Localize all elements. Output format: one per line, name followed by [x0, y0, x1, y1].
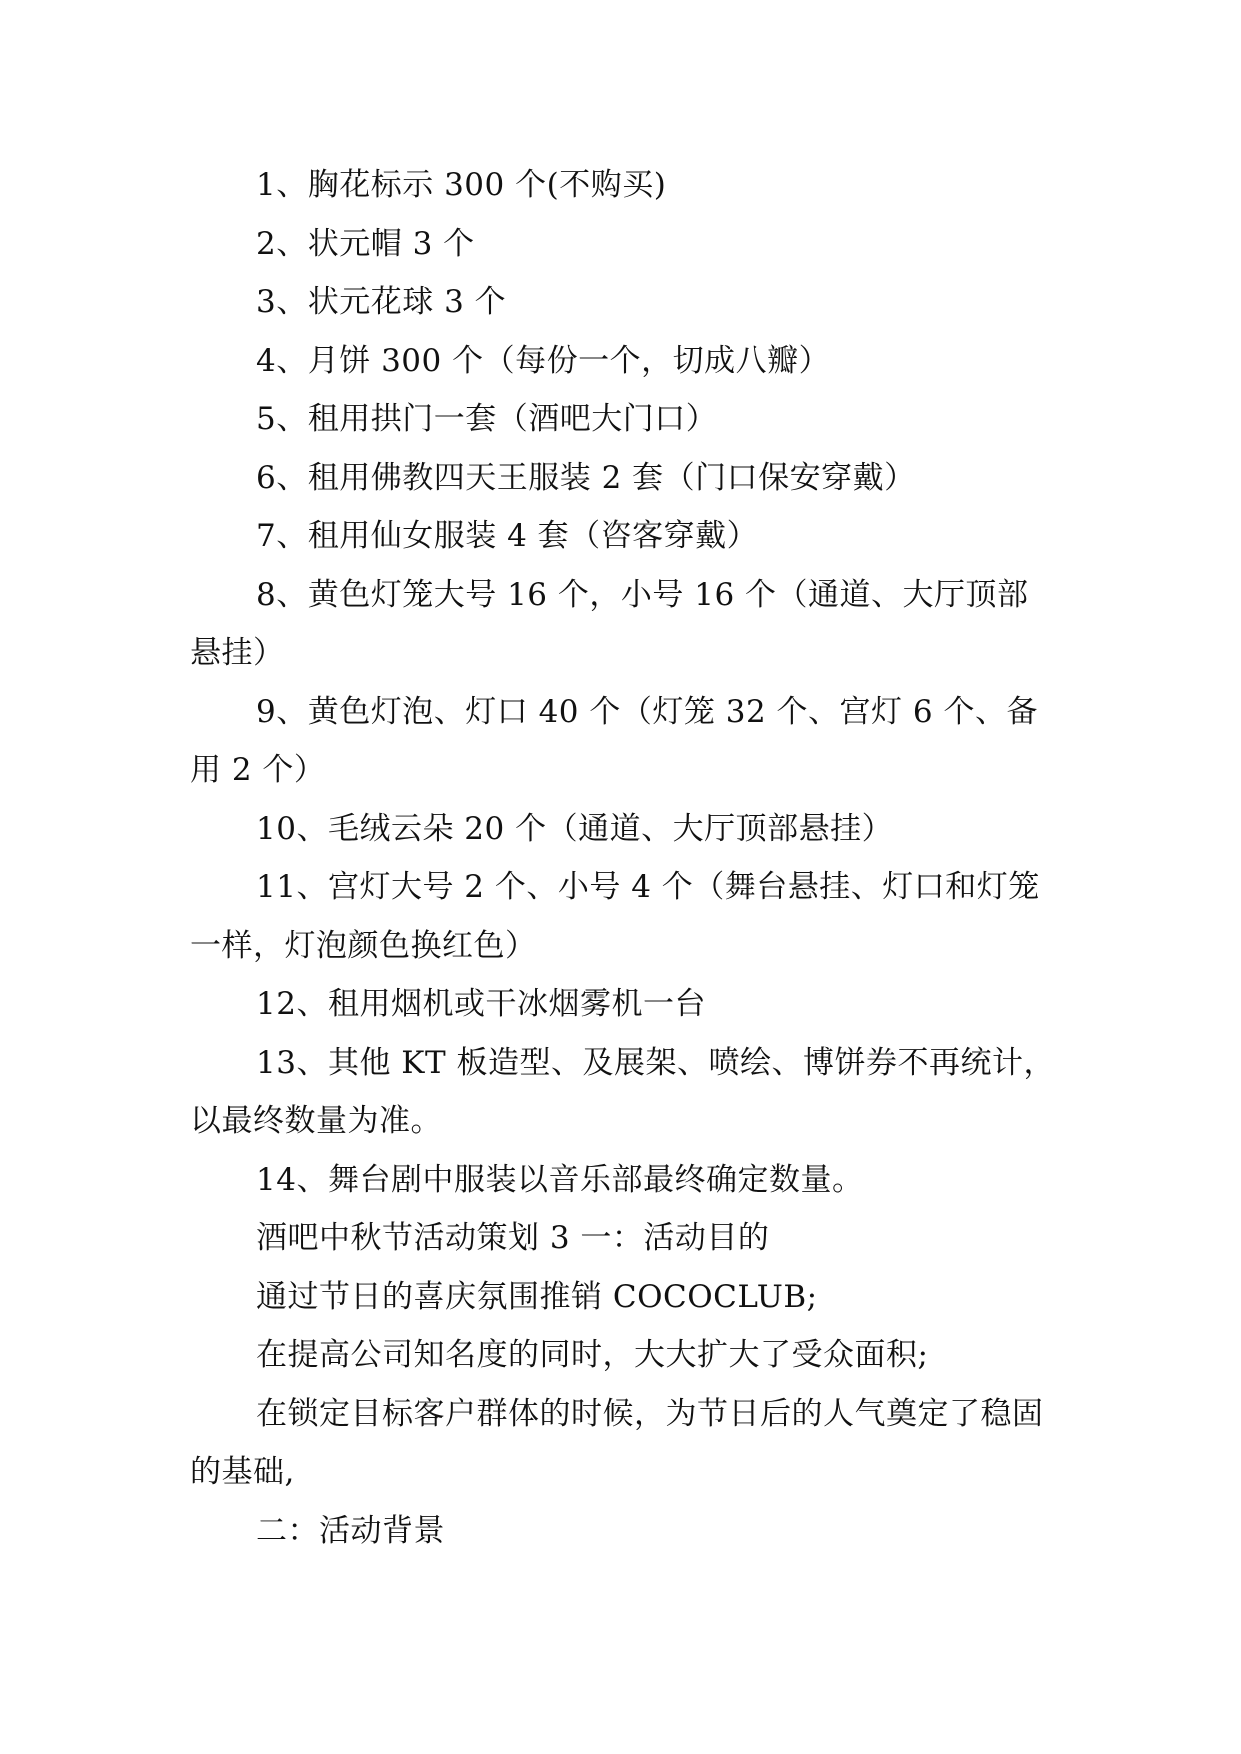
paragraph: 14、舞台剧中服装以音乐部最终确定数量。	[256, 1161, 864, 1198]
paragraph: 通过节日的喜庆氛围推销 COCOCLUB;	[256, 1278, 818, 1315]
paragraph: 13、其他 KT 板造型、及展架、喷绘、博饼券不再统计，以最终数量为准。	[190, 1044, 1055, 1139]
paragraph: 6、租用佛教四天王服装 2 套（门口保安穿戴）	[256, 459, 916, 496]
paragraph: 5、租用拱门一套（酒吧大门口）	[256, 401, 718, 437]
paragraph: 11、宫灯大号 2 个、小号 4 个（舞台悬挂、灯口和灯笼一样，灯泡颜色换红色）	[190, 869, 1040, 964]
paragraph: 在提高公司知名度的同时，大大扩大了受众面积;	[256, 1337, 929, 1373]
section-heading: 酒吧中秋节活动策划 3 一：活动目的	[256, 1220, 770, 1256]
section-heading: 二：活动背景	[256, 1512, 445, 1549]
paragraph: 4、月饼 300 个（每份一个，切成八瓣）	[256, 342, 831, 379]
document-body	[190, 156, 1060, 1560]
paragraph: 2、状元帽 3 个	[256, 225, 475, 262]
paragraph: 8、黄色灯笼大号 16 个，小号 16 个（通道、大厅顶部悬挂）	[190, 576, 1029, 671]
paragraph: 1、胸花标示 300 个(不购买)	[256, 167, 667, 203]
paragraph: 在锁定目标客户群体的时候，为节日后的人气奠定了稳固的基础,	[190, 1395, 1044, 1490]
paragraph: 3、状元花球 3 个	[256, 284, 507, 320]
paragraph: 10、毛绒云朵 20 个（通道、大厅顶部悬挂）	[256, 810, 894, 847]
paragraph: 7、租用仙女服装 4 套（咨客穿戴）	[256, 518, 759, 554]
paragraph: 9、黄色灯泡、灯口 40 个（灯笼 32 个、宫灯 6 个、备用 2 个）	[190, 693, 1038, 788]
paragraph: 12、租用烟机或干冰烟雾机一台	[256, 986, 706, 1022]
